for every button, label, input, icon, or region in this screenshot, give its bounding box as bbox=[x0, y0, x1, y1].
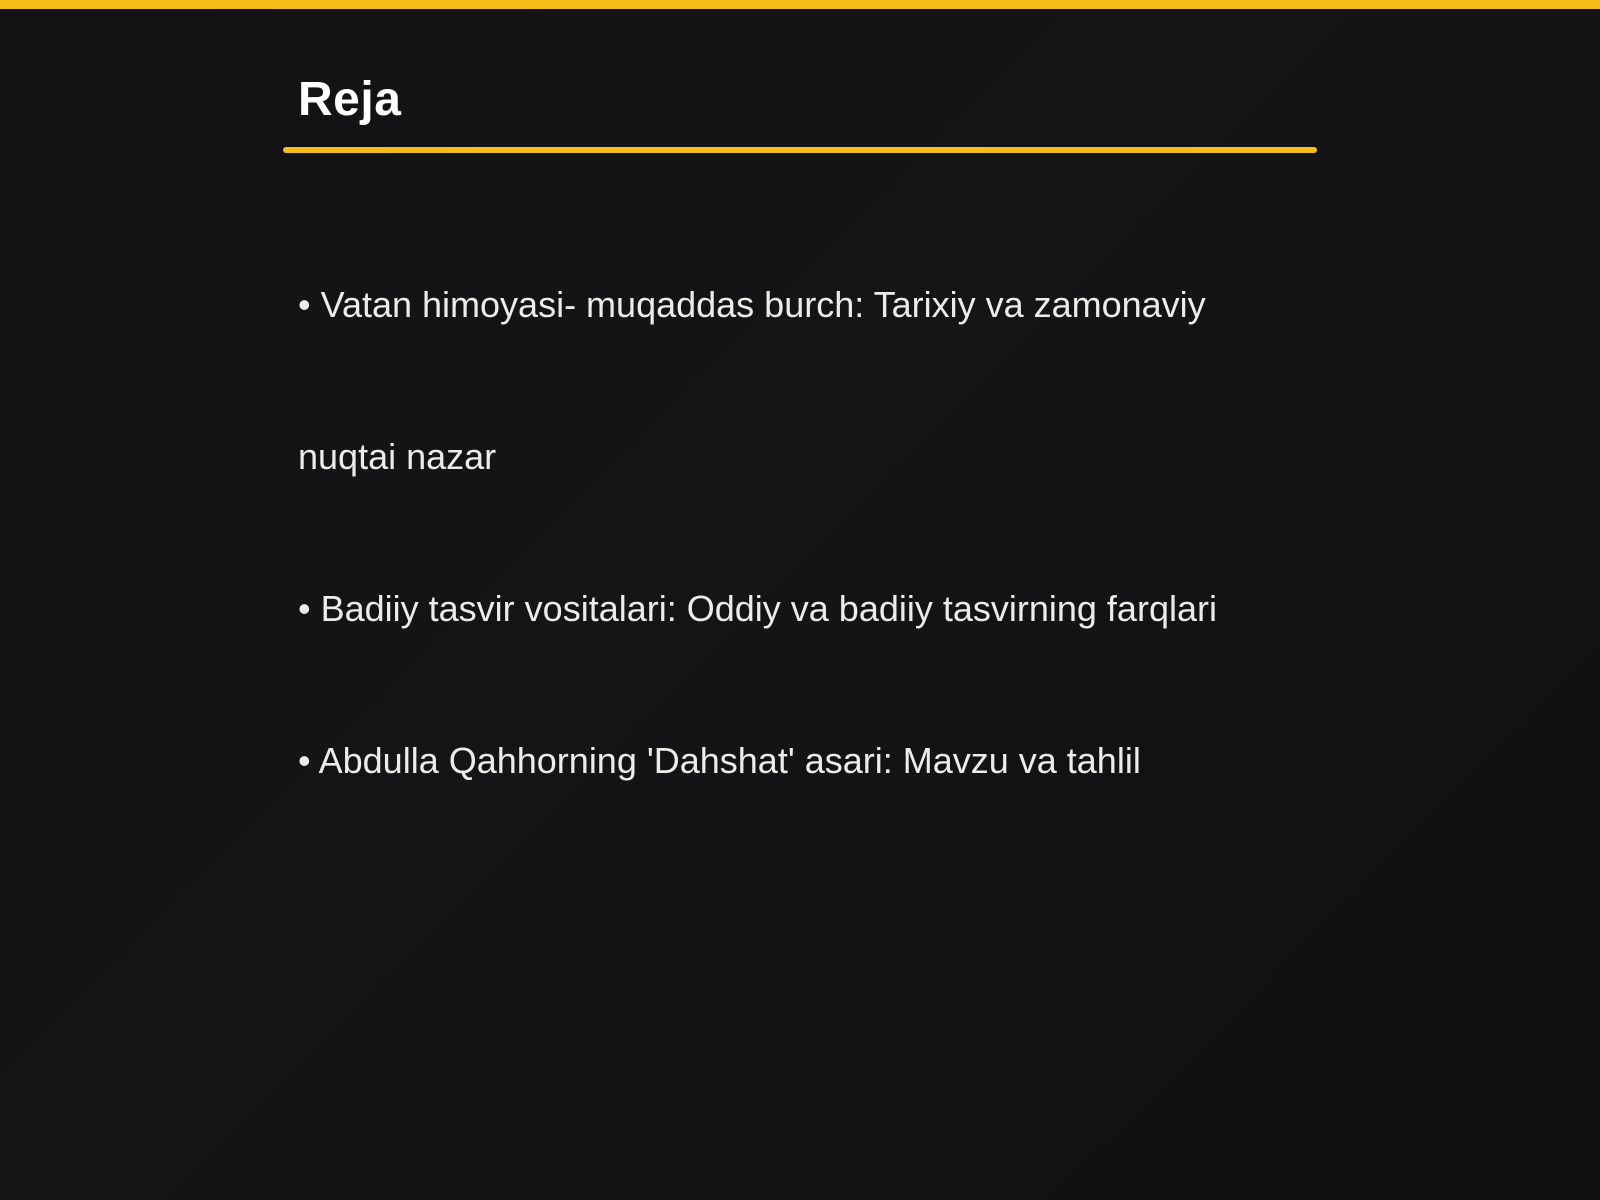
top-accent-bar bbox=[0, 0, 1600, 9]
list-item-1: • Vatan himoyasi- muqaddas burch: Tarixiy va zamonaviy bbox=[298, 284, 1206, 325]
list-item-1-continuation: nuqtai nazar bbox=[298, 436, 497, 477]
slide-title: Reja bbox=[298, 73, 402, 126]
title-underline bbox=[283, 147, 1317, 153]
list-item-2: • Badiiy tasvir vositalari: Oddiy va badiiy tasvirning farqlari bbox=[298, 588, 1217, 629]
list-item-3: • Abdulla Qahhorning 'Dahshat' asari: Mavzu va tahlil bbox=[298, 740, 1141, 781]
